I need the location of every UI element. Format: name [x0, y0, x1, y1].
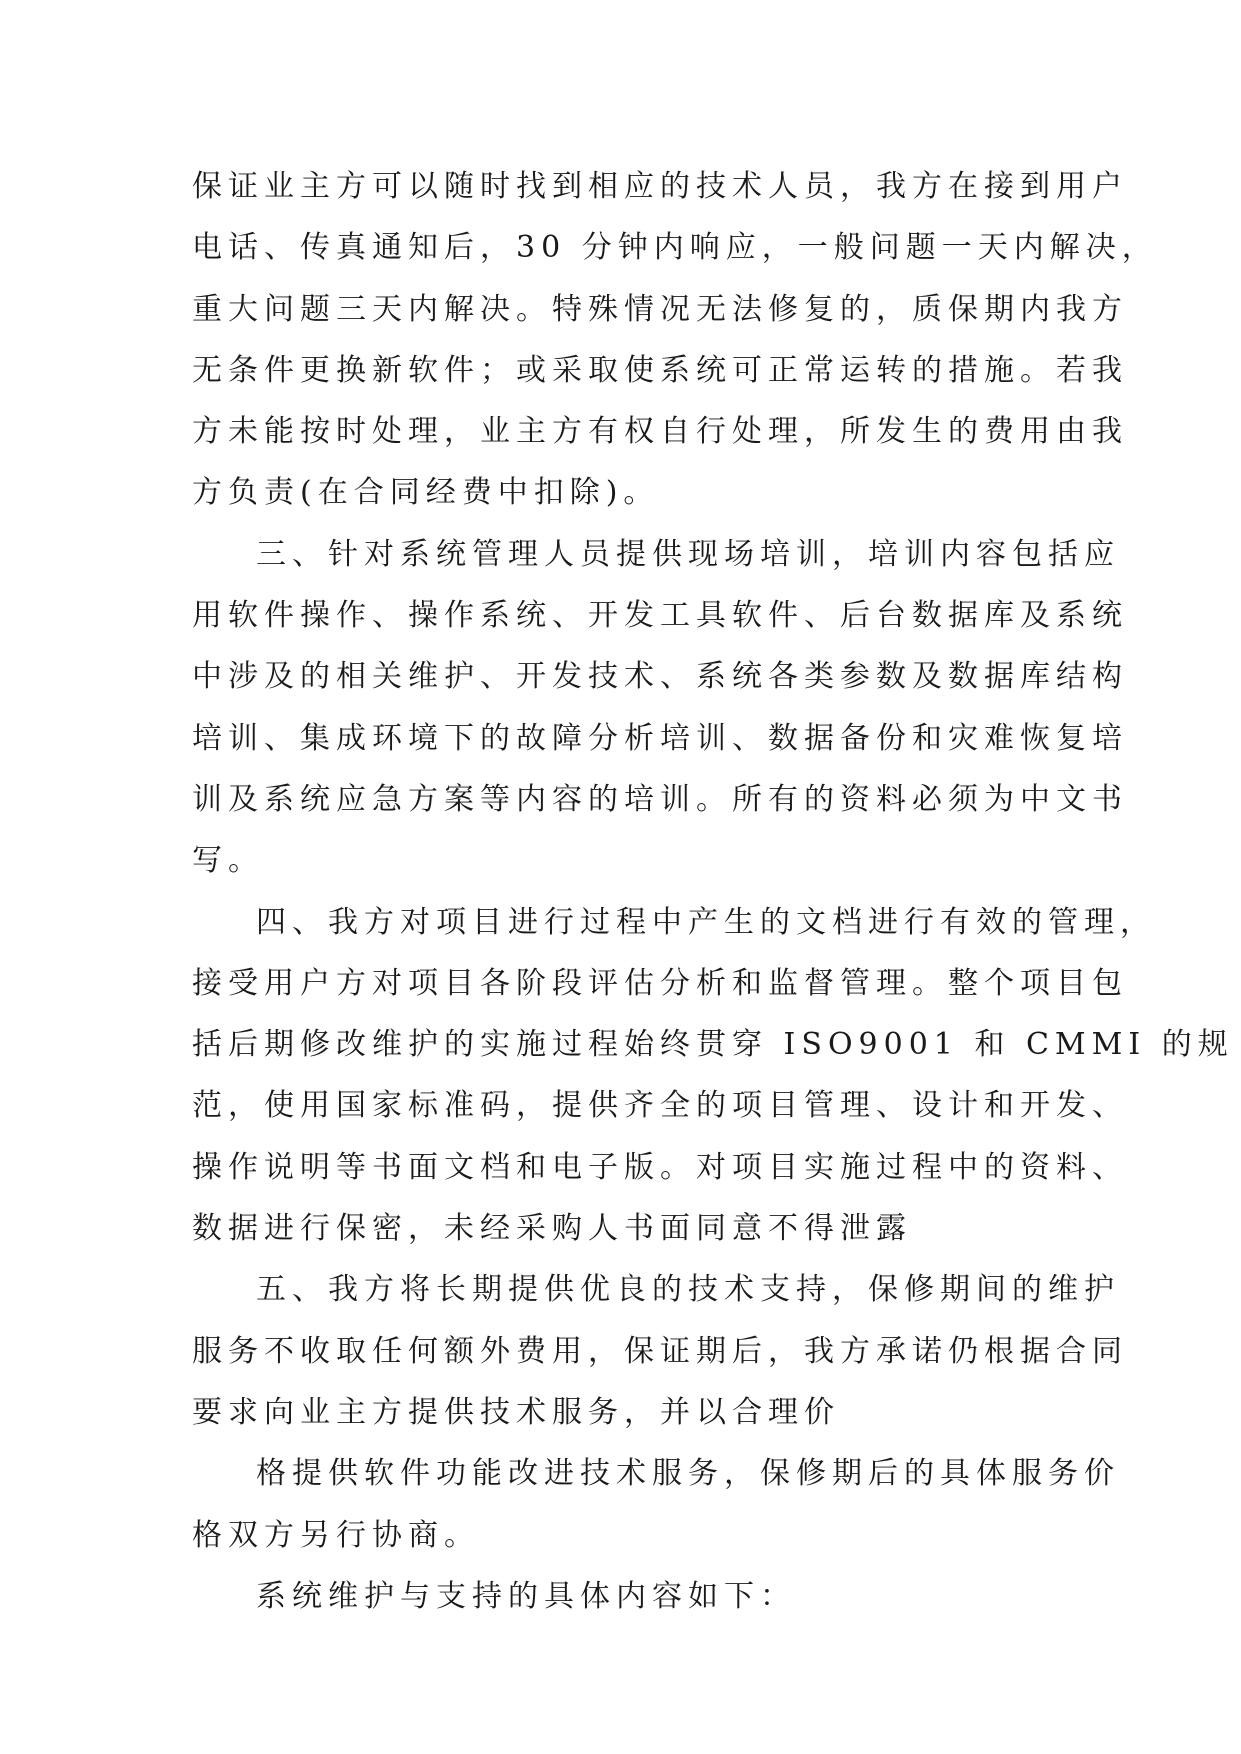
text-line: 用软件操作、操作系统、开发工具软件、后台数据库及系统 [192, 598, 1128, 634]
text-line: 操作说明等书面文档和电子版。对项目实施过程中的资料、 [192, 1149, 1128, 1185]
text-line: 要求向业主方提供技术服务，并以合理价 [192, 1394, 840, 1430]
text-line: 范，使用国家标准码，提供齐全的项目管理、设计和开发、 [192, 1088, 1128, 1124]
text-line: 格双方另行协商。 [192, 1517, 480, 1553]
text-line: 培训、集成环境下的故障分析培训、数据备份和灾难恢复培 [192, 720, 1128, 756]
text-line: 重大问题三天内解决。特殊情况无法修复的，质保期内我方 [192, 291, 1128, 327]
text-line: 保证业主方可以随时找到相应的技术人员，我方在接到用户 [192, 169, 1128, 204]
text-line: 无条件更换新软件；或采取使系统可正常运转的措施。若我 [192, 352, 1128, 388]
paragraph-first-line: 五、我方将长期提供优良的技术支持，保修期间的维护 [256, 1272, 1120, 1308]
text-line: 电话、传真通知后，30 分钟内响应，一般问题一天内解决， [192, 230, 1158, 266]
text-line: 方未能按时处理，业主方有权自行处理，所发生的费用由我 [192, 414, 1128, 450]
text-line: 训及系统应急方案等内容的培训。所有的资料必须为中文书 [192, 781, 1128, 817]
text-line: 方负责(在合同经费中扣除)。 [192, 475, 660, 511]
text-line: 括后期修改维护的实施过程始终贯穿 ISO9001 和 CMMI 的规 [192, 1027, 1234, 1063]
text-line: 数据进行保密，未经采购人书面同意不得泄露 [192, 1211, 912, 1247]
text-line: 接受用户方对项目各阶段评估分析和监督管理。整个项目包 [192, 965, 1128, 1001]
text-line: 中涉及的相关维护、开发技术、系统各类参数及数据库结构 [192, 659, 1128, 695]
paragraph-first-line: 格提供软件功能改进技术服务，保修期后的具体服务价 [256, 1456, 1120, 1492]
text-line: 写。 [192, 843, 264, 879]
paragraph-first-line: 系统维护与支持的具体内容如下： [256, 1578, 796, 1614]
paragraph-first-line: 四、我方对项目进行过程中产生的文档进行有效的管理， [256, 904, 1156, 940]
text-line: 服务不收取任何额外费用，保证期后，我方承诺仍根据合同 [192, 1333, 1128, 1369]
paragraph-first-line: 三、针对系统管理人员提供现场培训，培训内容包括应 [256, 536, 1120, 572]
